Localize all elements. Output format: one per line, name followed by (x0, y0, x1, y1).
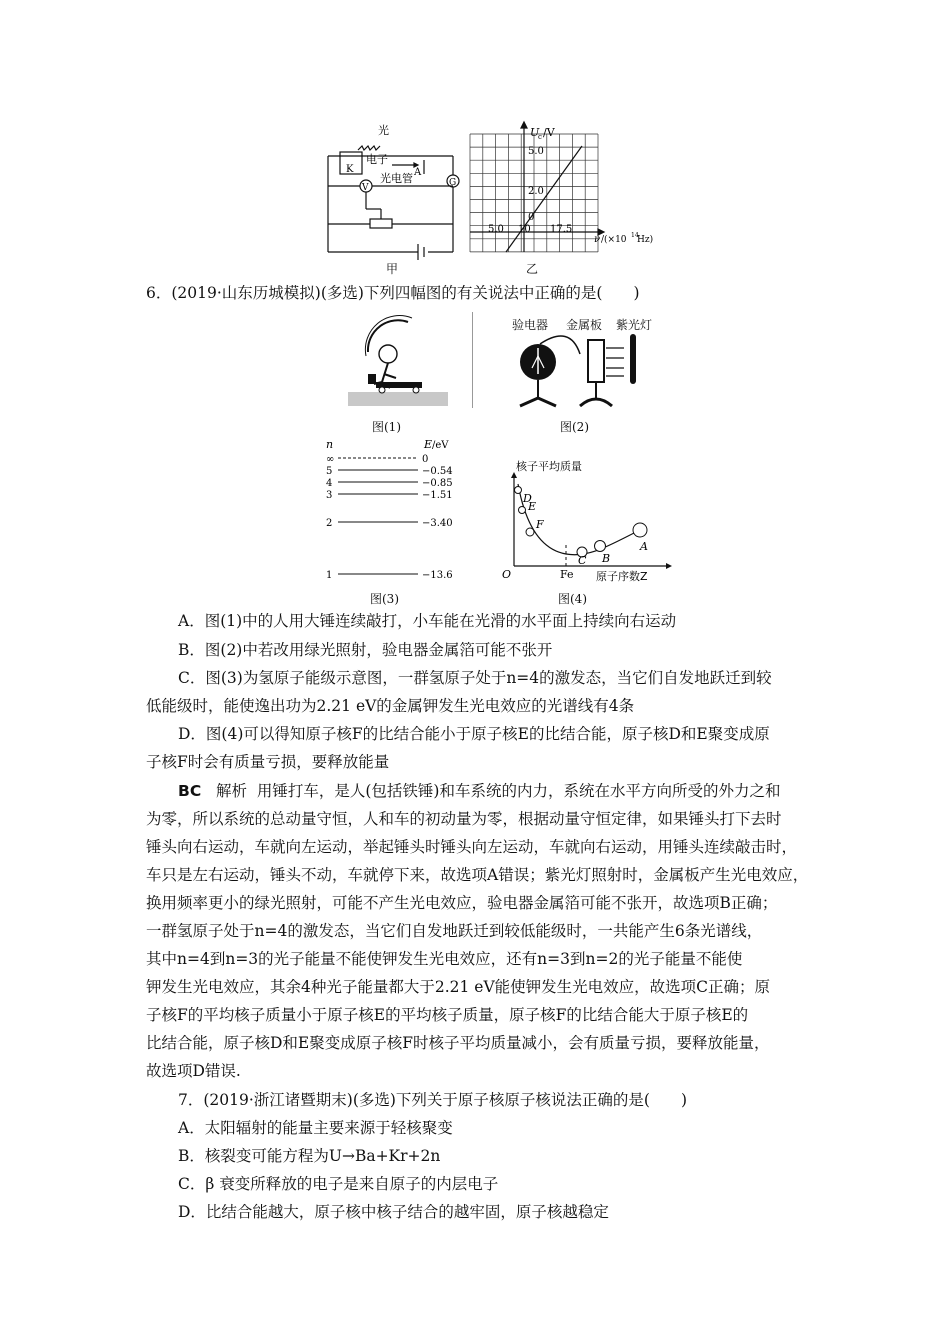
label-A: A (414, 167, 422, 178)
label-metal-plate: 金属板 (566, 318, 603, 332)
q6-analysis-line-6: 其中n=4到n=3的光子能量不能使钾发生光电效应，还有n=3到n=2的光子能量不能使 (146, 950, 743, 968)
q6-analysis-label: 解析 (215, 782, 247, 800)
nucleus-point (633, 523, 647, 537)
caption-fig1: 图(1) (372, 420, 401, 434)
energy-level-n: 1 (326, 570, 333, 581)
q6-analysis-line-5: 一群氢原子处于n=4的激发态，当它们自发地跃迁到较低能级时，一共能产生6条光谱线， (146, 922, 763, 940)
tick-y-5: 5.0 (528, 146, 544, 157)
fig4-fe: Fe (560, 568, 574, 581)
label-uv-lamp: 紫光灯 (616, 318, 653, 332)
nucleus-label: D (523, 492, 532, 505)
nucleus-label: C (578, 554, 587, 567)
nucleus-point (526, 528, 534, 536)
q7-option-d: D．比结合能越大，原子核中核子结合的越牢固，原子核越稳定 (178, 1203, 609, 1221)
tick-x-175: 17.5 (550, 224, 573, 235)
caption-jia: 甲 (386, 262, 399, 276)
q6-option-c-2: 低能级时，能使逸出功为2.21 eV的金属钾发生光电效应的光谱线有4条 (146, 697, 635, 715)
q7-option-c: C．β 衰变所释放的电子是来自原子的内层电子 (178, 1175, 499, 1193)
tick-x-5: 5.0 (488, 224, 504, 235)
label-electron: 电子 (366, 153, 388, 166)
tick-y-0: 0 (528, 212, 535, 223)
q6-analysis-line-4: 换用频率更小的绿光照射，可能不产生光电效应，验电器金属箔可能不张开，故选项B正确； (146, 894, 778, 912)
circuit-diagram-jia (318, 120, 468, 260)
tick-x-10: 10 (518, 224, 531, 235)
energy-level-n: 3 (326, 490, 333, 501)
nucleus-point (595, 541, 606, 552)
xlabel-mid: /(×10 (601, 235, 627, 245)
q6-stem: 6．(2019·山东历城模拟)(多选)下列四幅图的有关说法中正确的是( ) (146, 284, 640, 302)
ylabel-U: U (530, 126, 540, 139)
q7-option-a: A．太阳辐射的能量主要来源于轻核聚变 (178, 1119, 453, 1137)
energy-level-e: 0 (422, 454, 429, 465)
fig4-xlabel: 原子序数Z (596, 570, 648, 583)
q6-option-d-2: 子核F时会有质量亏损，要释放能量 (146, 753, 390, 771)
xlabel-exp: 14 (631, 232, 639, 239)
q6-analysis-first (178, 781, 780, 801)
energy-level-n: 2 (326, 518, 333, 529)
energy-level-e: −0.54 (422, 466, 453, 477)
fig3-e-header: E (424, 438, 433, 451)
ylabel-sub: c (538, 133, 542, 141)
label-K: K (346, 164, 354, 175)
nucleus-label: B (602, 552, 611, 565)
energy-level-e: −3.40 (422, 518, 453, 529)
figure-3-energy-levels (322, 436, 472, 586)
q6-analysis-line-1: 为零，所以系统的总动量守恒，人和车的初动量为零，根据动量守恒定律，如果锤头打下去时 (146, 810, 782, 828)
q6-option-d-1: D．图(4)可以得知原子核F的比结合能小于原子核E的比结合能，原子核D和E聚变成原 (178, 725, 770, 743)
q6-option-c-1: C．图(3)为氢原子能级示意图，一群氢原子处于n=4的激发态，当它们自发地跃迁到较 (178, 669, 772, 687)
label-light: 光 (378, 124, 389, 137)
caption-yi: 乙 (526, 262, 539, 276)
fig3-e-unit: /eV (432, 440, 449, 451)
label-electroscope: 验电器 (512, 318, 549, 332)
tick-y-2: 2.0 (528, 186, 544, 197)
nucleus-label: A (640, 540, 648, 553)
label-V: V (362, 183, 369, 193)
energy-level-n: 5 (326, 466, 333, 477)
caption-fig4: 图(4) (558, 592, 587, 606)
energy-level-e: −13.6 (422, 570, 453, 581)
q6-analysis-line-7: 钾发生光电效应，其余4种光子能量都大于2.21 eV能使钾发生光电效应，故选项C正确；原 (146, 978, 771, 996)
xlabel-nu: ν (594, 234, 601, 245)
caption-fig2: 图(2) (560, 420, 589, 434)
label-G: G (449, 178, 457, 188)
q6-analysis-line-8: 子核F的平均核子质量小于原子核E的平均核子质量，原子核F的比结合能大于原子核E的 (146, 1006, 749, 1024)
nucleus-label: F (536, 518, 544, 531)
q7-stem: 7．(2019·浙江诸暨期末)(多选)下列关于原子核原子核说法正确的是( ) (178, 1091, 688, 1109)
xlabel-unit: Hz) (637, 235, 654, 245)
q7-option-b: B．核裂变可能方程为U→Ba+Kr+2n (178, 1147, 441, 1165)
energy-level-n: ∞ (326, 454, 335, 465)
fig4-origin: O (502, 568, 512, 581)
q6-option-a: A．图(1)中的人用大锤连续敲打，小车能在光滑的水平面上持续向右运动 (178, 612, 677, 630)
graph-yi (458, 120, 668, 255)
q6-analysis-line-10: 故选项D错误. (146, 1062, 241, 1080)
q6-answer: BC (178, 782, 202, 800)
nucleus-label: E (528, 500, 537, 513)
q6-analysis-line-0: 用锤打车，是人(包括铁锤)和车系统的内力，系统在水平方向所受的外力之和 (256, 782, 781, 800)
figure-divider (472, 312, 473, 408)
fig4-ylabel: 核子平均质量 (516, 460, 582, 473)
energy-level-e: −1.51 (422, 490, 453, 501)
q6-option-b: B．图(2)中若改用绿光照射，验电器金属箔可能不张开 (178, 641, 553, 659)
figure-1-hammer-cart (348, 312, 448, 407)
energy-level-n: 4 (326, 478, 333, 489)
label-phototube: 光电管 (380, 172, 413, 185)
caption-fig3: 图(3) (370, 592, 399, 606)
nucleus-point (515, 487, 522, 494)
q6-analysis-line-3: 车只是左右运动，锤头不动，车就停下来，故选项A错误；紫光灯照射时，金属板产生光电效应， (146, 866, 809, 884)
figure-4-nucleon-mass (498, 458, 678, 586)
q6-analysis-line-9: 比结合能，原子核D和E聚变成原子核F时核子平均质量减小，会有质量亏损，要释放能量， (146, 1034, 770, 1052)
ylabel-unit: /V (543, 126, 555, 139)
fig3-n-header: n (326, 438, 334, 451)
q6-analysis-line-2: 锤头向右运动，车就向左运动，举起锤头时锤头向左运动，车就向右运动，用锤头连续敲击时， (146, 838, 798, 856)
energy-level-e: −0.85 (422, 478, 453, 489)
nucleus-point (519, 507, 526, 514)
